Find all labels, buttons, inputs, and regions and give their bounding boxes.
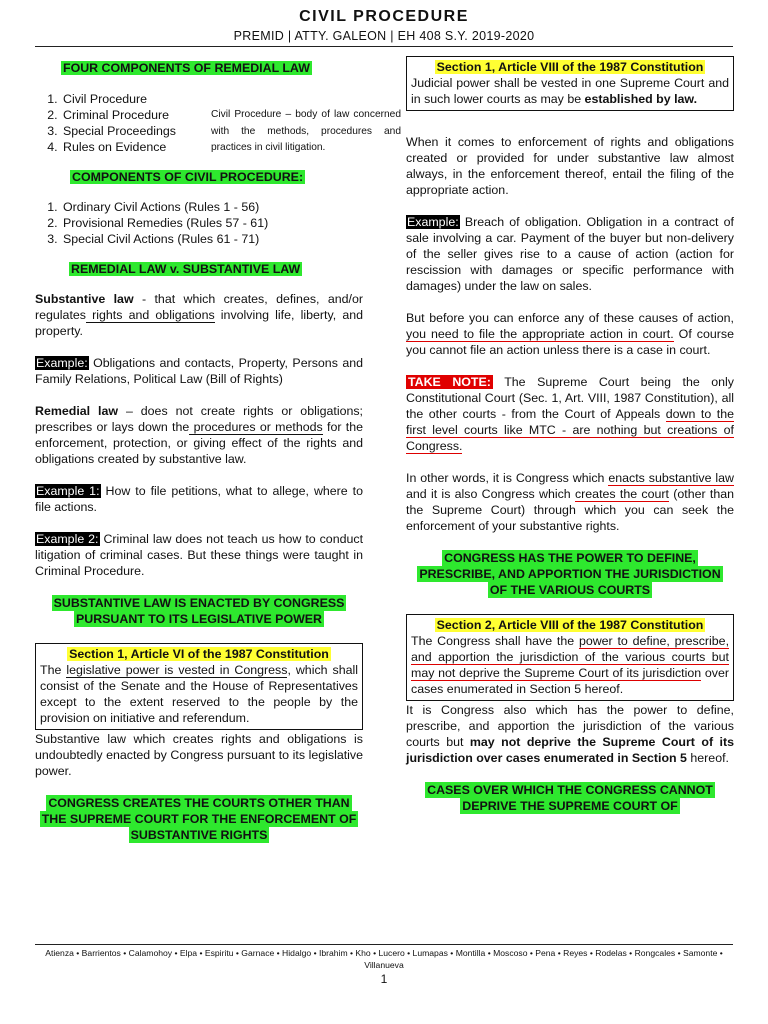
box-title: Section 1, Article VIII of the 1987 Constitution xyxy=(436,60,704,74)
document-subtitle: PREMID | ATTY. GALEON | EH 408 S.Y. 2019-2020 xyxy=(233,29,535,43)
civil-procedure-side-note: Civil Procedure – body of law concerned with the methods, procedures and practices in civil litigation. xyxy=(211,109,401,153)
heading-components-civil-procedure: COMPONENTS OF CIVIL PROCEDURE: xyxy=(72,170,304,184)
components-list xyxy=(35,199,363,247)
right-column xyxy=(406,56,734,814)
list-item: 1. Ordinary Civil Actions (Rules 1 - 56) xyxy=(61,199,363,215)
box-text: Judicial power shall be vested in one Supreme Court and in such lower courts as may be established by law. xyxy=(411,76,729,106)
heading-four-components: FOUR COMPONENTS OF REMEDIAL LAW xyxy=(63,61,310,75)
substantive-example: Example: Obligations and contacts, Property, Persons and Family Relations, Political Law (Bill of Rights) xyxy=(35,356,363,386)
document-title: CIVIL PROCEDURE xyxy=(299,8,469,25)
four-components-list xyxy=(35,91,231,155)
heading-congress-power: CONGRESS HAS THE POWER TO DEFINE, PRESCRIBE, AND APPORTION THE JURISDICTION OF THE VARIOUS COURTS xyxy=(419,551,721,597)
constitution-box-art8-sec2 xyxy=(406,614,734,701)
box-text: The legislative power is vested in Congress, which shall consist of the Senate and the House of Representatives except to the extent reserved to the people by the provision on initiative and referendum. xyxy=(40,663,358,725)
page-number: 1 xyxy=(380,972,388,986)
remedial-example-1: Example 1: How to file petitions, what to allege, where to file actions. xyxy=(35,484,364,514)
constitution-box-art6-sec1 xyxy=(35,643,363,730)
footer-contributors: Atienza • Barrientos • Calamohoy • Elpa • Espiritu • Garnace • Hidalgo • Ibrahim • Kho • Lucero • Lumapas • Montilla • Moscoso • Pena • Reyes • Rodelas • Rongcales • Samonte • Villanueva xyxy=(45,948,723,970)
list-item: 1. Civil Procedure xyxy=(61,91,231,107)
remedial-example-2: Example 2: Criminal law does not teach us how to conduct litigation of criminal cases. But these things were taught in Criminal Procedure. xyxy=(35,532,364,578)
take-note: TAKE NOTE: The Supreme Court being the only Constitutional Court (Sec. 1, Art. VIII, 1987 Constitution), all the other courts - from the Court of Appeals down to the first level courts like MTC - are nothing but creations of Congress. xyxy=(406,375,735,453)
paragraph-in-other-words: In other words, it is Congress which enacts substantive law and it is also Congress which creates the court (other than the Supreme Court) through which you can seek the enforcement of your substantive rights. xyxy=(406,471,735,533)
breach-example: Example: Breach of obligation. Obligation in a contract of sale involving a car. Payment of the buyer but non-delivery of the seller gives rise to a cause of action (action for rescission with damages or specific performance with damages) under the law on sales. xyxy=(406,215,734,293)
list-item: 4. Rules on Evidence xyxy=(61,139,231,155)
heading-congress-creates-courts: CONGRESS CREATES THE COURTS OTHER THAN THE SUPREME COURT FOR THE ENFORCEMENT OF SUBSTANTIVE RIGHTS xyxy=(41,796,357,842)
heading-substantive-enacted: SUBSTANTIVE LAW IS ENACTED BY CONGRESS PURSUANT TO ITS LEGISLATIVE POWER xyxy=(53,596,345,626)
heading-remedial-vs-substantive: REMEDIAL LAW v. SUBSTANTIVE LAW xyxy=(71,262,301,276)
list-item: 2. Provisional Remedies (Rules 57 - 61) xyxy=(61,215,363,231)
paragraph-enforcement: When it comes to enforcement of rights and obligations created or provided for under substantive law almost always, in the enforcement thereof, entail the filing of the appropriate action. xyxy=(406,135,734,197)
remedial-law-definition: Remedial law – does not create rights or obligations; prescribes or lays down the procedures or methods for the enforcement, protection, or giving effect of the rights and obligations created by substantive law. xyxy=(35,404,363,466)
paragraph-after-box: Substantive law which creates rights and obligations is undoubtedly enacted by Congress pursuant to its legislative power. xyxy=(35,732,363,778)
box-title: Section 2, Article VIII of the 1987 Constitution xyxy=(436,618,704,632)
list-item: 3. Special Proceedings xyxy=(61,123,231,139)
paragraph-congress-also: It is Congress also which has the power to define, prescribe, and apportion the jurisdiction of the various courts but may not deprive the Supreme Court of its jurisdiction over cases enumerated in Section 5 hereof. xyxy=(406,703,734,765)
box-title: Section 1, Article VI of the 1987 Constitution xyxy=(69,647,329,661)
box-text: The Congress shall have the power to define, prescribe, and apportion the jurisdiction of the various courts but may not deprive the Supreme Court of its jurisdiction over cases enumerated in Section 5 hereof. xyxy=(411,634,730,696)
constitution-box-art8-sec1 xyxy=(406,56,734,111)
left-column xyxy=(35,60,363,843)
header-divider xyxy=(35,46,733,47)
heading-cases-cannot-deprive: CASES OVER WHICH THE CONGRESS CANNOT DEPRIVE THE SUPREME COURT OF xyxy=(427,783,713,813)
paragraph-file-action: But before you can enforce any of these causes of action, you need to file the appropriate action in court. Of course you cannot file an action unless there is a case in court. xyxy=(406,311,734,357)
list-item: 3. Special Civil Actions (Rules 61 - 71) xyxy=(61,231,363,247)
list-item: 2. Criminal Procedure xyxy=(61,107,231,123)
substantive-law-definition: Substantive law - that which creates, defines, and/or regulates rights and obligations involving life, liberty, and property. xyxy=(35,292,363,338)
footer-divider xyxy=(35,944,733,945)
